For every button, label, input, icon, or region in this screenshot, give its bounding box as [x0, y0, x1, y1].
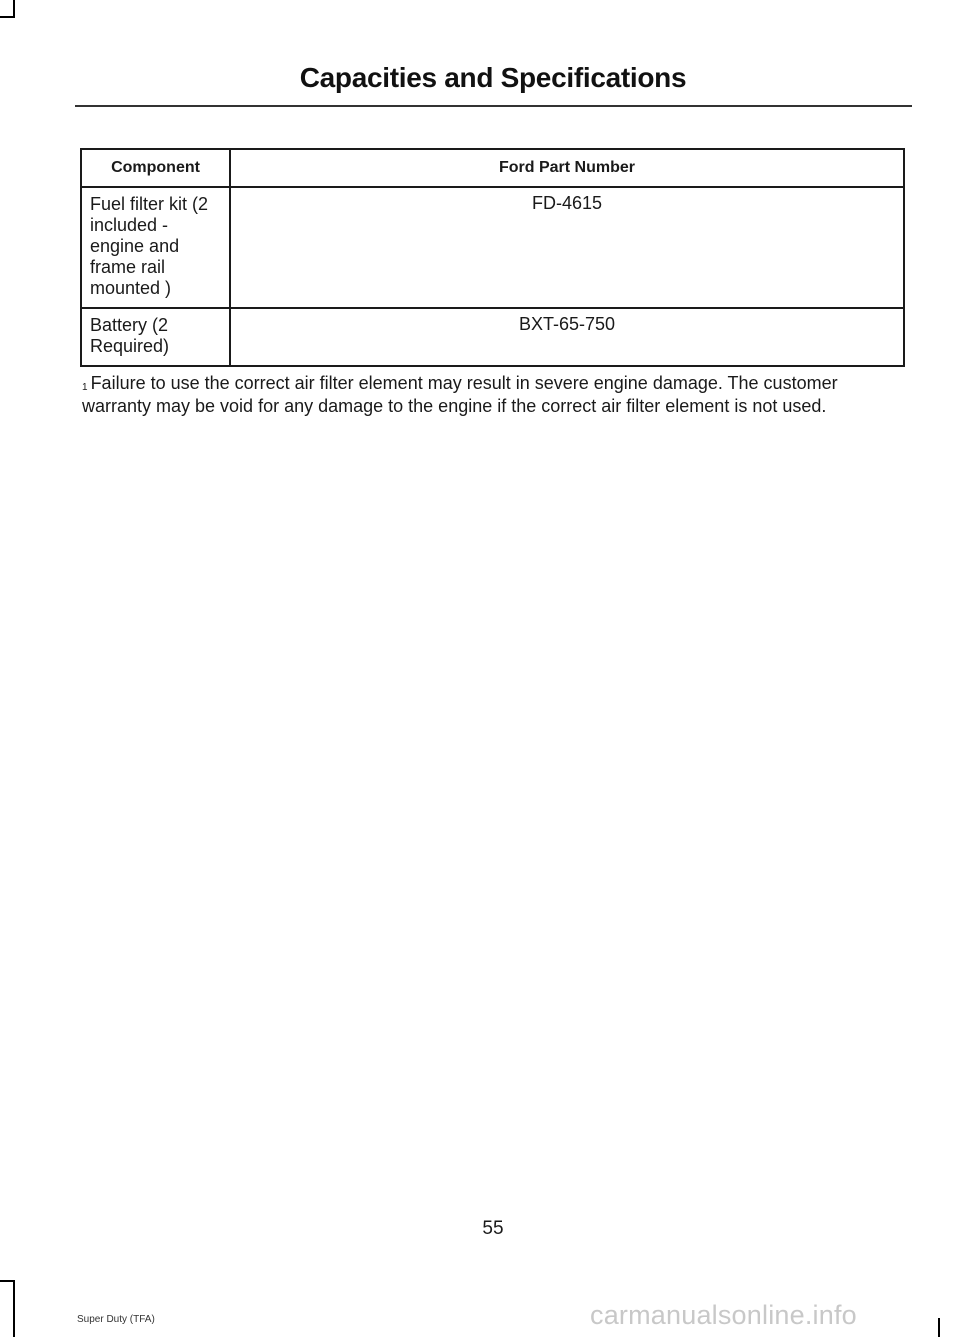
- parts-table: [80, 148, 905, 367]
- page-number: 55: [482, 1218, 504, 1239]
- footnote-text: Failure to use the correct air filter element may result in severe engine damage. The customer warranty may be void for any damage to the engine if the correct air filter element is not used.: [82, 373, 838, 416]
- page-title: Capacities and Specifications: [299, 62, 687, 93]
- table-header-row: [81, 149, 904, 187]
- component-cell: Fuel filter kit (2 included - engine and frame rail mounted ): [81, 187, 230, 308]
- title-divider: [75, 105, 912, 107]
- crop-mark-top-left-horizontal: [0, 16, 15, 18]
- watermark: carmanualsonline.info: [590, 1300, 857, 1330]
- part-number-cell: FD-4615: [230, 187, 904, 308]
- part-number-cell: BXT-65-750: [230, 308, 904, 366]
- footer-vehicle-label: Super Duty (TFA): [77, 1314, 155, 1325]
- table-row: [81, 187, 904, 308]
- crop-mark-bottom-left-horizontal: [0, 1280, 15, 1282]
- footnote-marker: 1: [82, 382, 88, 393]
- column-header-component: Component: [81, 149, 230, 187]
- footnote: [82, 372, 882, 418]
- crop-mark-bottom-right: [938, 1318, 940, 1337]
- crop-mark-bottom-left: [13, 1280, 15, 1337]
- column-header-part-number: Ford Part Number: [230, 149, 904, 187]
- table-row: [81, 308, 904, 366]
- component-cell: Battery (2 Required): [81, 308, 230, 366]
